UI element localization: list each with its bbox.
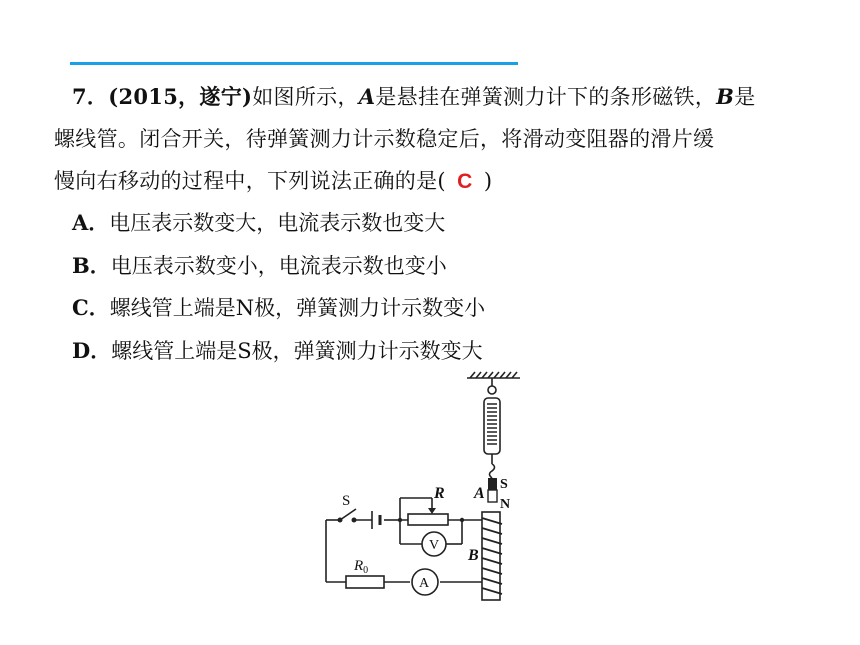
hook-ring [488,386,496,394]
magnet-north [488,490,497,502]
option-a [72,210,445,236]
label-b: B [716,84,735,109]
question-line-2: 螺线管。闭合开关，待弹簧测力计示数稳定后，将滑动变阻器的滑片缓 [54,127,715,151]
option-label: B． [72,253,111,278]
magnet-top-pole: S [500,477,508,492]
ceiling-hatch [470,372,517,378]
stem-text: 慢向右移动的过程中，下列说法正确的是( [54,169,446,193]
resistor-r0 [346,576,384,588]
switch-label: S [342,493,351,509]
spring-coil [487,404,497,444]
stem-text: 是悬挂在弹簧测力计下的条形磁铁， [375,85,717,109]
question-line-1 [72,84,756,110]
stem-text: ) [483,169,493,193]
spring-balance [484,398,500,454]
rheostat-body [408,514,448,525]
question-number: 7． [72,84,109,109]
option-text: 螺线管上端是N极，弹簧测力计示数变小 [109,296,486,320]
magnet-label: A [474,485,485,502]
junction-dot [398,518,402,522]
label-a: A [358,84,376,109]
option-text: 螺线管上端是S极，弹簧测力计示数变大 [111,339,483,363]
stem-text: 是 [734,85,756,109]
option-b [72,253,447,279]
option-text: 电压表示数变小，电流表示数也变小 [110,254,447,278]
top-accent-rule [70,62,518,65]
option-d [72,338,483,364]
voltmeter-label: V [429,538,440,553]
solenoid-label: B [468,547,479,564]
circuit-figure [310,368,550,608]
junction-dot [460,518,464,522]
slider-arrow-icon [428,508,436,514]
rheostat-label: R [434,485,445,502]
solenoid-core [482,512,500,600]
ammeter-label: A [419,576,430,591]
option-c [72,295,485,321]
question-source: (2015，遂宁) [108,84,253,109]
answer-mark: C [457,170,473,193]
option-text: 电压表示数变大，电流表示数也变大 [109,211,446,235]
question-line-3 [54,168,492,195]
switch-contact [352,518,357,523]
option-label: C． [72,295,110,320]
option-label: D． [72,338,112,363]
hook [490,464,495,478]
option-label: A． [72,210,110,235]
resistor-label: $R_0$ [354,558,369,576]
magnet-bottom-pole: N [500,497,511,512]
stem-text: 如图所示， [252,85,359,109]
magnet-south [488,478,497,490]
